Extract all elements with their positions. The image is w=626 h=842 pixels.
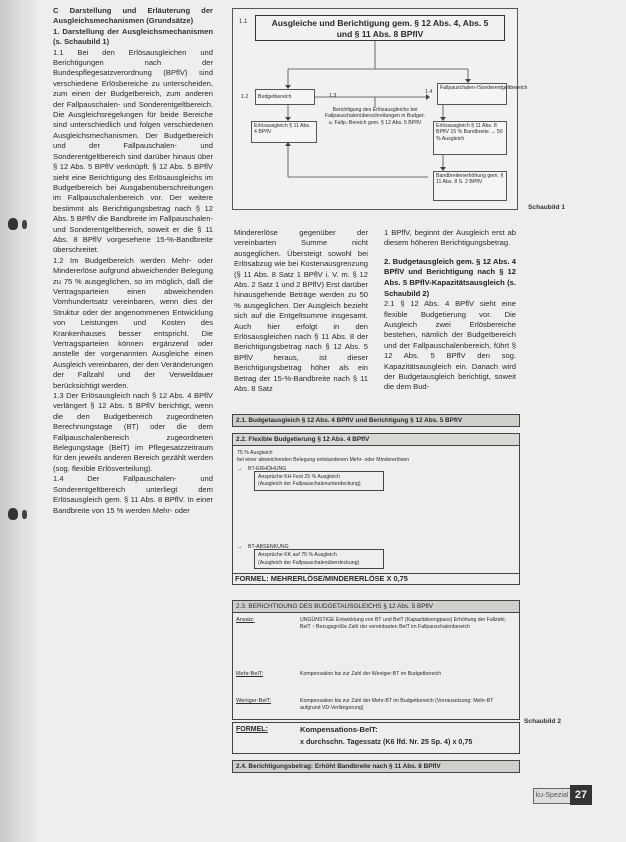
schaubild-1-diagram (232, 8, 528, 210)
bandbreite-box: Bandbreitenerhöhung gem. § 11 Abs. 8 S. 2 BPflV (433, 171, 507, 201)
diagram-title-line: Ausgleiche und Berichtigung gem. § 12 Abs. 4, Abs. 5 (271, 18, 489, 28)
bt-absenkung-box (254, 549, 384, 569)
bt-erhoehung-b: (Ausgleich der Fallpauschalenunterdeckung) (258, 481, 361, 487)
paragraph: Mindererlöse gegenüber der vereinbarten Summe nicht ausgeglichen. Übersteigt sowohl bei Erlösabzug wie bei Kostenausgrenzung (§ 11 Abs. 8 Satz 1 BPflV i. V. m. § 12 Abs. 2 Satz 1 und 2 BPflV) Erst darüber hinausgehende Beträge werden zu 50 % ausgeglichen. Der Ausgleich bezieht sich auf die Entgeltsumme insgesamt. Auch hier erfolgt in den Erlösausgleichen nach § 11 Abs. 8 der Berichtigungsbetrag nach § 12 Abs. 5 BPflV heraus, ist dieser Berichtigungsbetrag höher als ein Betrag der 15-%-Bandbreite nach § 11 Abs. 8 Satz (234, 228, 368, 394)
row-text: Kompensation bis zur Zahl der Mehr-BT im Budgetbereich (Vorrausetzung: Mehr-BT aufgrund VD-Verlängerung) (300, 698, 494, 711)
bt-absenkung-a: Ansprüche KK auf 75 % Ausgleich (258, 552, 337, 558)
section-bar-2-3: 2.3. BERICHTIGUNG DES BUDGETAUSGLEICHS § 12 Abs. 5 BPflV (232, 600, 520, 613)
paragraph: 1.3 Der Erlösausgleich nach § 12 Abs. 4 BPflV verlängert § 12 Abs. 5 BPflV berichtigt, wenn die den Budgetbereich zugeordneten Berechnungstage (BT) oder die dem Fallpauschalenbereich zugeordneten Belegungstage (BelT) im Pflegesatzzeitraum für den jeweils anderen Bereich gezählt werden (sog. flexible Erlösverteilung). (53, 391, 213, 473)
erloesausgleich-budget-box: Erlösausgleich § 11 Abs. 4 BPflV (251, 121, 317, 143)
berichtigung-note: Berichtigung des Erlösausgleichs bei Fallpauschalenüberschreitungen in Budget- u. Fallp.-Bereich gem. § 12 Abs. 5 BPflV (324, 107, 426, 126)
arrow-icon: → (237, 466, 243, 472)
ausgleich-desc: bei einer abweichenden Belegung entstandenen Mehr- oder Mindererlösen (237, 457, 410, 463)
formula-1: FORMEL: MEHRERLÖSE/MINDERERLÖSE X 0,75 (232, 573, 520, 585)
section-heading: C Darstellung und Erläuterung der Ausgleichsmechanismen (Grundsätze) (53, 6, 213, 26)
diagram-number: 1.1 (239, 19, 248, 25)
box-number: 1.4 (425, 89, 433, 95)
punch-hole-small (22, 510, 27, 519)
erloesausgleich-fallpauschalen-box: Erlösausgleich § 11 Abs. 8 BPflV 15 % Bandbreite → 50 % Ausgleich (433, 121, 507, 155)
arrow-icon: → (237, 544, 243, 550)
section-bar-2-2: 2.2. Flexible Budgetierung § 12 Abs. 4 BPflV (232, 433, 520, 446)
subsection-heading: 1. Darstellung der Ausgleichsmechanismen (s. Schaubild 1) (53, 26, 213, 47)
formula-2-line1: Kompensations-BelT: (300, 725, 378, 734)
figure-caption: Schaubild 1 (528, 204, 566, 211)
paragraph: 1.4 Der Fallpauschalen- und Sonderentgeltbereich unterliegt dem Erlösausgleich gem. § 11 Abs. 8 BPflV. In einer Bandbreite von 15 % werden Mehr- oder (53, 474, 213, 515)
row-text: Kompensation bis zur Zahl der Weniger-BT im Budgetbereich (300, 671, 442, 677)
section-heading: 2. Budgetausgleich gem. § 12 Abs. 4 BPflV und Berichtigung nach § 12 Abs. 5 BPflV-Kapazitätsausgleich (s. Schaubild 2) (384, 256, 516, 298)
publication-logo: ku-Spezial (533, 788, 571, 804)
diagram-title (255, 15, 505, 41)
binding-edge (0, 0, 36, 842)
column-2 (234, 228, 368, 395)
paragraph: 1.2 Im Budgetbereich werden Mehr- oder Mindererlöse aufgrund abweichender Belegung zu 75 % ausgeglichen, so im möglich, daß die Vertragsparteien einen abweichenden Vomhundertsatz vereinbaren, wenn dies der Struktur oder der angenommenen Entwicklung von Leistungen und Kosten des Krankenhauses besser entspricht. Die Vertragsparteien können ergänzend oder anstelle der vorgenannten Ausgleiche einen Ausgleich vereinbaren, der den Veränderungen der Fallzahl und der Verweildauer berücksichtigt werden. (53, 255, 213, 390)
fallpauschalen-area-box: Fallpauschalen-/Sonderentgeltbereich (437, 83, 507, 105)
paragraph: 1 BPflV, beginnt der Ausgleich erst ab diesem höheren Berichtigungsbetrag. (384, 228, 516, 248)
row-text: UNGÜNSTIGE Entwicklung von BT und BelT (Kapazitätsengpass) Erhöhung der Fallzahl, BelT ↑ Bezugsgröße Zahl der vereinbarten BelT im Fallpauschalenbereich (300, 617, 506, 630)
punch-hole-small (22, 220, 27, 229)
paragraph: 1.1 Bei den Erlösausgleichen und Berichtigungen nach der Bundespflegesatzverordnung (BPflV) sind verschiedene Erlösbereiche zu unterscheiden, zum einen der Budgetbereich, zum anderen der Fallpauschalen- und Sonderentgeltbereich. Die Ausgleichsregelungen für beide Bereiche sind unterschiedlich und folgen verschiedenen Ausgleichsmechanismen. Der Budgetbereich und der Fallpauschalen- und Sonderentgeltbereich sind darüber hinaus über § 12 Abs. 5 BPflV verknüpft. § 12 Abs. 5 BPflV sieht eine Berichtigung des Erlösausgleichs im Budgetbereich bei Ausgabenüberschreitungen im Fallpauschalenbereich vor. Der weitere bestimmt als Berichtigungsbetrag nach § 12 Abs. 5 BPflV die Bandbreite im Fallpauschalen- und Sonderentgeltbereich, soweit er die § 11 Abs. 8 BPflV vorgesehene 15-%-Bandbreite überschreitet. (53, 47, 213, 255)
punch-hole (8, 508, 18, 520)
ausgleich-label: 75 % Ausgleich (237, 450, 273, 456)
row-label: Weniger-BelT: (236, 698, 272, 704)
formula-label: FORMEL: (236, 726, 268, 733)
column-1 (53, 6, 213, 516)
diagram-title-line: und § 11 Abs. 8 BPflV (336, 29, 424, 39)
bt-erhoehung-a: Ansprüche KH Fest 25 % Ausgleich (258, 474, 340, 480)
bt-absenkung-head: BT-ABSENKUNG (248, 544, 289, 550)
column-3 (384, 228, 516, 393)
punch-hole (8, 218, 18, 230)
bt-erhoehung-head: BT-ERHÖHUNG (248, 466, 287, 472)
row-label: Mehr-BelT: (236, 671, 264, 677)
paragraph: 2.1 § 12 Abs. 4 BPflV sieht eine flexible Budgetierung vor. Die Ausgleich zwei Erlösbereiche bestehen, nämlich der Budgetbereich und der Fallpauschalenbereich, führt § 12 Abs. 5 BPflV den sog. Kapazitätsausgleich ein. Danach wird der Budgetausgleich berichtigt, soweit die dem Bud- (384, 299, 516, 392)
section-bar-2-4: 2.4. Berichtigungsbetrag: Erhöht Bandbreite nach § 11 Abs. 8 BPflV (232, 760, 520, 773)
budget-area-box: Budgetbereich (255, 89, 315, 105)
formula-2-line2: x durchschn. Tagessatz (K6 lfd. Nr. 25 Sp. 4) x 0,75 (300, 737, 473, 746)
box-number: 1.2 (241, 94, 249, 100)
bt-absenkung-b: (Ausgleich der Fallpauschalenüberdeckung) (258, 560, 360, 566)
bt-erhoehung-box (254, 471, 384, 491)
section-bar-2-1: 2.1. Budgetausgleich § 12 Abs. 4 BPflV und Berichtigung § 12 Abs. 5 BPflV (232, 414, 520, 427)
box-number: 1.3 (329, 93, 337, 99)
page-number: 27 (570, 785, 592, 805)
row-label: Ansatz: (236, 617, 255, 623)
figure-caption: Schaubild 2 (524, 718, 562, 725)
